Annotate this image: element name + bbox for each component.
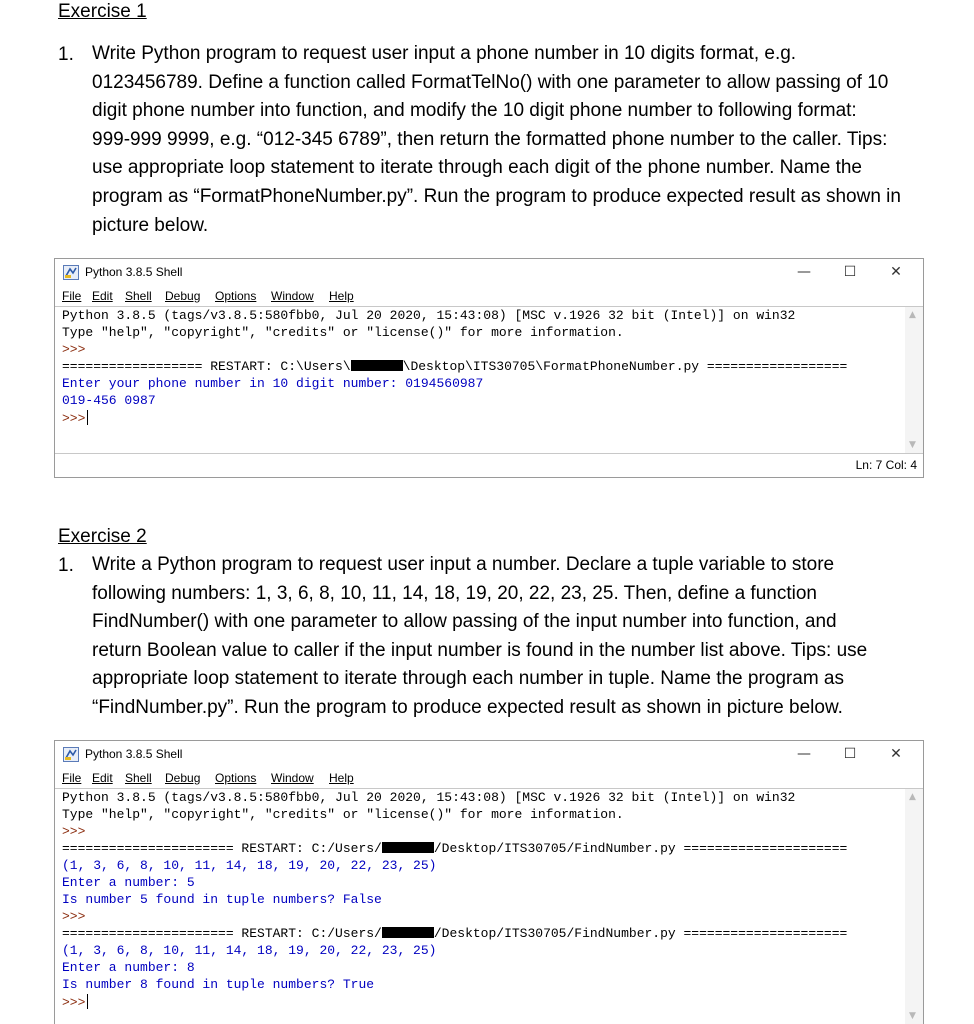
exercise-2-line: appropriate loop statement to iterate through each number in tuple. Name the program as <box>92 668 844 690</box>
exercise-1-number: 1. <box>58 44 74 65</box>
shell-text-area[interactable] <box>55 306 923 454</box>
menu-debug[interactable]: Debug <box>165 771 201 785</box>
exercise-2-heading: Exercise 2 <box>58 526 147 547</box>
exercise-2-number: 1. <box>58 555 74 576</box>
exercise-2-text <box>92 551 962 723</box>
exercise-1-text <box>92 40 962 240</box>
vertical-scrollbar[interactable] <box>905 789 923 1024</box>
close-button[interactable]: ✕ <box>890 746 902 762</box>
shell-prompt: >>> <box>62 909 86 924</box>
shell-final-prompt <box>62 994 88 1010</box>
text-cursor <box>87 994 88 1009</box>
shell-result-line: Is number 5 found in tuple numbers? False <box>62 892 382 907</box>
menu-edit[interactable]: Edit <box>92 289 113 303</box>
menu-options[interactable]: Options <box>215 289 257 303</box>
restart-line <box>62 926 847 941</box>
scroll-down-icon[interactable]: ▼ <box>909 1011 916 1021</box>
restart-prefix: ================== RESTART: C:\Users\ <box>62 359 351 374</box>
shell-prompt: >>> <box>62 342 86 357</box>
maximize-button[interactable]: ☐ <box>843 746 857 762</box>
exercise-1-heading: Exercise 1 <box>58 1 147 22</box>
menu-file[interactable]: File <box>62 289 82 303</box>
restart-suffix: /Desktop/ITS30705/FindNumber.py ===================== <box>433 841 848 856</box>
shell-banner-line: Type "help", "copyright", "credits" or "license()" for more information. <box>62 325 624 340</box>
minimize-button[interactable]: — <box>797 264 811 280</box>
tuple-output-line: (1, 3, 6, 8, 10, 11, 14, 18, 19, 20, 22, 23, 25) <box>62 943 437 958</box>
cursor-position: Ln: 7 Col: 4 <box>855 458 917 472</box>
menu-window[interactable]: Window <box>271 771 314 785</box>
restart-line <box>62 841 847 856</box>
window-title: Python 3.8.5 Shell <box>85 265 183 279</box>
scroll-up-icon[interactable]: ▲ <box>909 310 916 320</box>
menu-help[interactable]: Help <box>329 771 354 785</box>
exercise-1-line: program as “FormatPhoneNumber.py”. Run the program to produce expected result as shown in <box>92 185 901 207</box>
restart-line <box>62 359 847 374</box>
exercise-2-line: “FindNumber.py”. Run the program to produce expected result as shown in picture below. <box>92 696 843 718</box>
shell-banner-line: Python 3.8.5 (tags/v3.8.5:580fbb0, Jul 20 2020, 15:43:08) [MSC v.1926 32 bit (Intel)] on win32 <box>62 308 796 323</box>
python-shell-window-2 <box>54 740 924 1024</box>
shell-text-area[interactable] <box>55 788 923 1024</box>
shell-input-line: Enter your phone number in 10 digit number: 0194560987 <box>62 376 484 391</box>
menu-debug[interactable]: Debug <box>165 289 201 303</box>
python-idle-icon <box>63 747 79 762</box>
menu-file[interactable]: File <box>62 771 82 785</box>
redacted-username <box>382 842 434 853</box>
shell-prompt: >>> <box>62 824 86 839</box>
shell-input-line: Enter a number: 5 <box>62 875 195 890</box>
exercise-1-line: 0123456789. Define a function called FormatTelNo() with one parameter to allow passing of 10 <box>92 71 889 93</box>
redacted-username <box>351 360 403 371</box>
title-bar[interactable] <box>55 741 923 768</box>
vertical-scrollbar[interactable] <box>905 307 923 453</box>
redacted-username <box>382 927 434 938</box>
shell-banner-line: Type "help", "copyright", "credits" or "license()" for more information. <box>62 807 624 822</box>
scroll-up-icon[interactable]: ▲ <box>909 792 916 802</box>
menu-edit[interactable]: Edit <box>92 771 113 785</box>
menu-window[interactable]: Window <box>271 289 314 303</box>
menu-options[interactable]: Options <box>215 771 257 785</box>
exercise-1-line: use appropriate loop statement to iterate through each digit of the phone number. Name the <box>92 157 863 179</box>
exercise-2-line: return Boolean value to caller if the input number is found in the number list above. Tips: use <box>92 639 868 661</box>
exercise-1-line: digit phone number into function, and modify the 10 digit phone number to following format: <box>92 100 857 122</box>
restart-prefix: ====================== RESTART: C:/Users/ <box>62 926 382 941</box>
exercise-1-line: picture below. <box>92 214 209 236</box>
exercise-1-line: 999-999 9999, e.g. “012-345 6789”, then return the formatted phone number to the caller. Tips: <box>92 128 888 150</box>
exercise-2-line: following numbers: 1, 3, 6, 8, 10, 11, 14, 18, 19, 20, 22, 23, 25. Then, define a function <box>92 582 817 604</box>
prompt-text: >>> <box>62 995 86 1010</box>
tuple-output-line: (1, 3, 6, 8, 10, 11, 14, 18, 19, 20, 22, 23, 25) <box>62 858 437 873</box>
shell-final-prompt <box>62 410 88 426</box>
maximize-button[interactable]: ☐ <box>843 264 857 280</box>
menu-help[interactable]: Help <box>329 289 354 303</box>
close-button[interactable]: ✕ <box>890 264 902 280</box>
menu-bar <box>55 768 923 788</box>
menu-shell[interactable]: Shell <box>125 289 152 303</box>
restart-suffix: \Desktop\ITS30705\FormatPhoneNumber.py ================== <box>402 359 848 374</box>
exercise-2-line: FindNumber() with one parameter to allow passing of the input number into function, and <box>92 611 837 633</box>
prompt-text: >>> <box>62 411 86 426</box>
exercise-2-line: Write a Python program to request user input a number. Declare a tuple variable to store <box>92 554 835 575</box>
menu-shell[interactable]: Shell <box>125 771 152 785</box>
python-idle-icon <box>63 265 79 280</box>
shell-banner-line: Python 3.8.5 (tags/v3.8.5:580fbb0, Jul 20 2020, 15:43:08) [MSC v.1926 32 bit (Intel)] on win32 <box>62 790 796 805</box>
window-title: Python 3.8.5 Shell <box>85 747 183 761</box>
minimize-button[interactable]: — <box>797 746 811 762</box>
shell-result-line: Is number 8 found in tuple numbers? True <box>62 977 375 992</box>
shell-output-line: 019-456 0987 <box>62 393 156 408</box>
python-shell-window-1 <box>54 258 924 478</box>
exercise-1-line: Write Python program to request user input a phone number in 10 digits format, e.g. <box>92 43 797 64</box>
title-bar[interactable] <box>55 259 923 286</box>
restart-prefix: ====================== RESTART: C:/Users/ <box>62 841 382 856</box>
shell-input-line: Enter a number: 8 <box>62 960 195 975</box>
text-cursor <box>87 410 88 425</box>
scroll-down-icon[interactable]: ▼ <box>909 440 916 450</box>
status-bar <box>55 454 923 476</box>
menu-bar <box>55 286 923 306</box>
restart-suffix: /Desktop/ITS30705/FindNumber.py ===================== <box>433 926 848 941</box>
